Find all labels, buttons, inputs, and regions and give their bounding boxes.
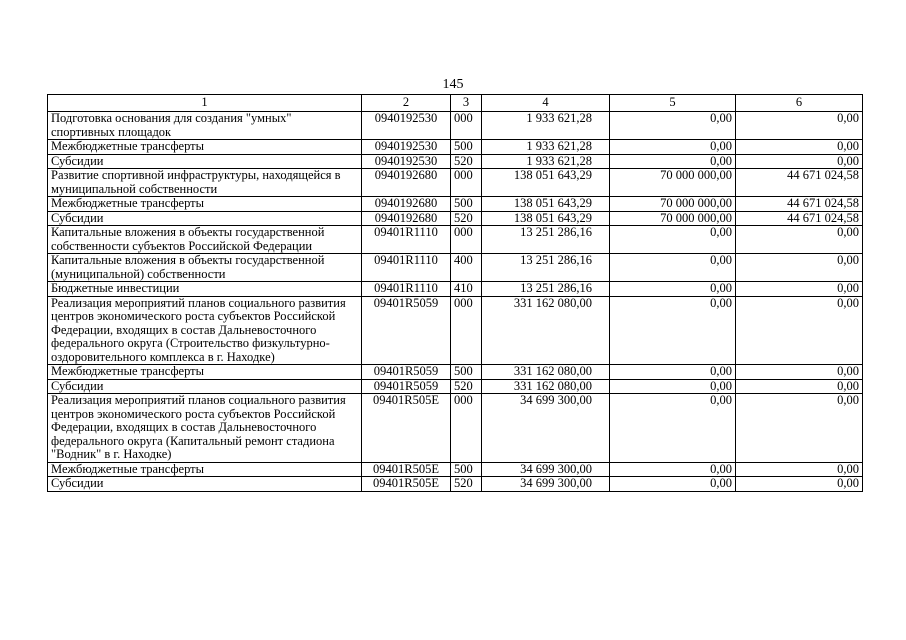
row-code-cell: 09401R505E bbox=[362, 394, 451, 463]
table-row bbox=[48, 296, 863, 365]
row-amount-col6: 0,00 bbox=[736, 394, 863, 463]
row-amount-col5: 0,00 bbox=[610, 112, 736, 140]
row-name-cell: Субсидии bbox=[48, 154, 362, 169]
row-amount-col4: 138 051 643,29 bbox=[482, 211, 610, 226]
table-body bbox=[48, 112, 863, 492]
row-vr-cell: 520 bbox=[451, 477, 482, 492]
row-name-cell: Межбюджетные трансферты bbox=[48, 365, 362, 380]
row-code-cell: 0940192680 bbox=[362, 211, 451, 226]
row-amount-col5: 70 000 000,00 bbox=[610, 169, 736, 197]
row-code-cell: 09401R5059 bbox=[362, 296, 451, 365]
row-amount-col4: 138 051 643,29 bbox=[482, 169, 610, 197]
row-vr-cell: 520 bbox=[451, 154, 482, 169]
row-amount-col6: 0,00 bbox=[736, 282, 863, 297]
row-code-cell: 09401R5059 bbox=[362, 365, 451, 380]
row-amount-col4: 331 162 080,00 bbox=[482, 296, 610, 365]
table-row bbox=[48, 462, 863, 477]
row-amount-col4: 1 933 621,28 bbox=[482, 140, 610, 155]
table-row bbox=[48, 254, 863, 282]
header-col-4: 4 bbox=[482, 95, 610, 112]
row-amount-col5: 70 000 000,00 bbox=[610, 197, 736, 212]
row-amount-col5: 0,00 bbox=[610, 477, 736, 492]
row-vr-cell: 000 bbox=[451, 226, 482, 254]
row-amount-col6: 0,00 bbox=[736, 365, 863, 380]
row-code-cell: 09401R505E bbox=[362, 477, 451, 492]
row-amount-col6: 44 671 024,58 bbox=[736, 169, 863, 197]
table-row bbox=[48, 169, 863, 197]
table-row bbox=[48, 379, 863, 394]
row-vr-cell: 500 bbox=[451, 197, 482, 212]
row-vr-cell: 400 bbox=[451, 254, 482, 282]
row-name-cell: Реализация мероприятий планов социального развития центров экономического роста субъектов Российской Федерации, входящих в состав Дальневосточного федерального округа (Строительство физкультурно-оздоровительного комплекса в г. Находке) bbox=[48, 296, 362, 365]
table-row bbox=[48, 140, 863, 155]
row-name-cell: Бюджетные инвестиции bbox=[48, 282, 362, 297]
row-amount-col5: 0,00 bbox=[610, 394, 736, 463]
row-amount-col5: 70 000 000,00 bbox=[610, 211, 736, 226]
row-name-cell: Межбюджетные трансферты bbox=[48, 197, 362, 212]
row-amount-col6: 0,00 bbox=[736, 462, 863, 477]
row-code-cell: 0940192680 bbox=[362, 169, 451, 197]
row-name-cell: Межбюджетные трансферты bbox=[48, 140, 362, 155]
row-name-cell: Межбюджетные трансферты bbox=[48, 462, 362, 477]
row-amount-col5: 0,00 bbox=[610, 140, 736, 155]
row-amount-col6: 0,00 bbox=[736, 477, 863, 492]
row-amount-col4: 34 699 300,00 bbox=[482, 477, 610, 492]
row-amount-col4: 13 251 286,16 bbox=[482, 226, 610, 254]
row-amount-col6: 44 671 024,58 bbox=[736, 197, 863, 212]
row-vr-cell: 500 bbox=[451, 365, 482, 380]
page-number: 145 bbox=[442, 77, 464, 92]
row-amount-col6: 0,00 bbox=[736, 154, 863, 169]
row-code-cell: 09401R1110 bbox=[362, 254, 451, 282]
row-amount-col6: 0,00 bbox=[736, 296, 863, 365]
row-name-cell: Субсидии bbox=[48, 477, 362, 492]
row-name-cell: Подготовка основания для создания "умных" спортивных площадок bbox=[48, 112, 362, 140]
row-vr-cell: 000 bbox=[451, 296, 482, 365]
row-name-cell: Субсидии bbox=[48, 379, 362, 394]
row-amount-col6: 0,00 bbox=[736, 140, 863, 155]
table-row bbox=[48, 282, 863, 297]
table-row bbox=[48, 477, 863, 492]
header-row bbox=[48, 95, 863, 112]
table-row bbox=[48, 154, 863, 169]
row-amount-col4: 331 162 080,00 bbox=[482, 379, 610, 394]
header-col-6: 6 bbox=[736, 95, 863, 112]
row-vr-cell: 520 bbox=[451, 379, 482, 394]
row-amount-col5: 0,00 bbox=[610, 254, 736, 282]
row-amount-col4: 1 933 621,28 bbox=[482, 154, 610, 169]
row-code-cell: 0940192530 bbox=[362, 140, 451, 155]
row-amount-col6: 44 671 024,58 bbox=[736, 211, 863, 226]
row-vr-cell: 000 bbox=[451, 112, 482, 140]
row-vr-cell: 520 bbox=[451, 211, 482, 226]
budget-table bbox=[47, 94, 863, 492]
table-row bbox=[48, 211, 863, 226]
row-name-cell: Капитальные вложения в объекты государственной (муниципальной) собственности bbox=[48, 254, 362, 282]
row-amount-col5: 0,00 bbox=[610, 282, 736, 297]
row-amount-col4: 34 699 300,00 bbox=[482, 462, 610, 477]
row-code-cell: 0940192680 bbox=[362, 197, 451, 212]
table-row bbox=[48, 394, 863, 463]
row-code-cell: 0940192530 bbox=[362, 154, 451, 169]
row-name-cell: Реализация мероприятий планов социального развития центров экономического роста субъектов Российской Федерации, входящих в состав Дальневосточного федерального округа (Капитальный ремонт стадиона "Водник" в г. Находке) bbox=[48, 394, 362, 463]
row-amount-col6: 0,00 bbox=[736, 226, 863, 254]
table-row bbox=[48, 365, 863, 380]
table-row bbox=[48, 197, 863, 212]
row-name-cell: Развитие спортивной инфраструктуры, находящейся в муниципальной собственности bbox=[48, 169, 362, 197]
row-amount-col4: 34 699 300,00 bbox=[482, 394, 610, 463]
row-vr-cell: 500 bbox=[451, 140, 482, 155]
row-code-cell: 09401R1110 bbox=[362, 226, 451, 254]
table-row bbox=[48, 112, 863, 140]
row-vr-cell: 000 bbox=[451, 394, 482, 463]
row-name-cell: Капитальные вложения в объекты государственной собственности субъектов Российской Федерации bbox=[48, 226, 362, 254]
header-col-3: 3 bbox=[451, 95, 482, 112]
row-amount-col6: 0,00 bbox=[736, 379, 863, 394]
row-amount-col6: 0,00 bbox=[736, 112, 863, 140]
header-col-2: 2 bbox=[362, 95, 451, 112]
table-row bbox=[48, 226, 863, 254]
row-amount-col4: 13 251 286,16 bbox=[482, 254, 610, 282]
row-amount-col4: 331 162 080,00 bbox=[482, 365, 610, 380]
row-code-cell: 09401R1110 bbox=[362, 282, 451, 297]
header-col-5: 5 bbox=[610, 95, 736, 112]
header-col-1: 1 bbox=[48, 95, 362, 112]
row-amount-col5: 0,00 bbox=[610, 379, 736, 394]
row-amount-col5: 0,00 bbox=[610, 365, 736, 380]
row-amount-col4: 138 051 643,29 bbox=[482, 197, 610, 212]
row-amount-col4: 1 933 621,28 bbox=[482, 112, 610, 140]
row-code-cell: 0940192530 bbox=[362, 112, 451, 140]
row-name-cell: Субсидии bbox=[48, 211, 362, 226]
row-amount-col4: 13 251 286,16 bbox=[482, 282, 610, 297]
row-amount-col5: 0,00 bbox=[610, 154, 736, 169]
row-amount-col6: 0,00 bbox=[736, 254, 863, 282]
row-code-cell: 09401R505E bbox=[362, 462, 451, 477]
row-amount-col5: 0,00 bbox=[610, 296, 736, 365]
row-vr-cell: 410 bbox=[451, 282, 482, 297]
row-amount-col5: 0,00 bbox=[610, 462, 736, 477]
row-vr-cell: 000 bbox=[451, 169, 482, 197]
row-vr-cell: 500 bbox=[451, 462, 482, 477]
row-code-cell: 09401R5059 bbox=[362, 379, 451, 394]
row-amount-col5: 0,00 bbox=[610, 226, 736, 254]
